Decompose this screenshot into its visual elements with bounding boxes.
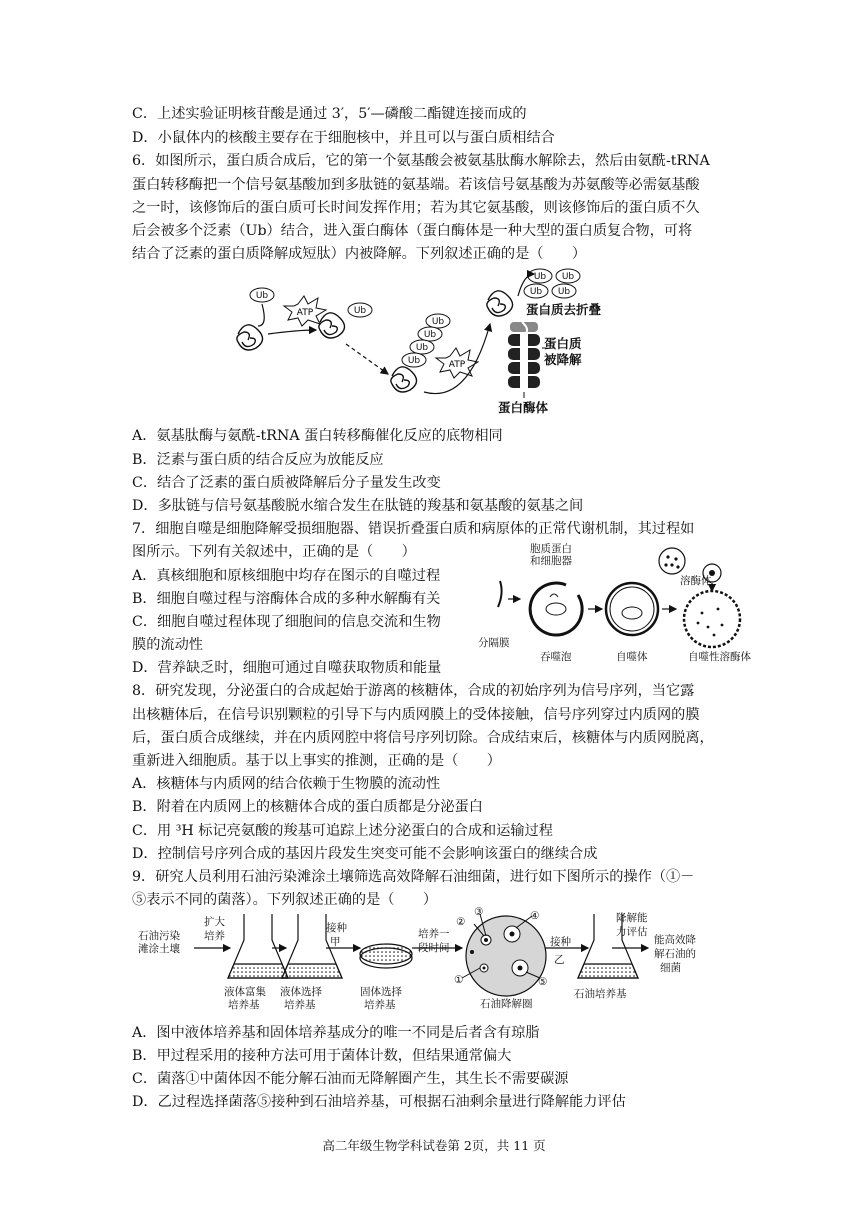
- degrade-label-1: 蛋白质: [544, 336, 582, 351]
- q8-stem-line-1: 8．研究发现，分泌蛋白的合成起始于游离的核糖体，合成的初始序列为信号序列，当它露: [132, 683, 695, 699]
- option-c-prev: C．上述实验证明核苷酸是通过 3′，5′—磷酸二酯键连接而成的: [132, 106, 527, 122]
- protein-blob-1: [237, 325, 263, 350]
- inoc-b-label-2: 乙: [554, 954, 565, 966]
- q6-option-d: D．多肽链与信号氨基酸脱水缩合发生在肽链的羧基和氨基酸的氨基之间: [132, 498, 584, 514]
- autophagosome-shape: [606, 583, 658, 635]
- page-footer: 高二年级生物学科试卷第 2页，共 11 页: [322, 1138, 546, 1153]
- zone-label: 石油降解圈: [480, 998, 533, 1010]
- misfold-label-1: 胞质蛋白: [530, 543, 572, 555]
- inoc-a-label-1: 接种: [326, 922, 347, 934]
- atp-label: ATP: [296, 308, 314, 318]
- q6-stem-line-5: 结合了泛素的蛋白质降解成短肽）内被降解。下列叙述正确的是（ ）: [132, 246, 587, 262]
- flask2-label-1: 液体选择: [280, 986, 322, 998]
- result-label-1: 能高效降: [654, 934, 696, 946]
- ub-label: Ub: [529, 287, 543, 297]
- q6-option-c: C．结合了泛素的蛋白质被降解后分子量发生改变: [132, 475, 441, 491]
- proteasome-label: 蛋白酶体: [498, 400, 549, 415]
- expand-label-2: 培养: [204, 930, 225, 942]
- q6-stem-line-3: 之一时，该修饰后的蛋白质可长时间发挥作用；若为其它氨基酸，则该修饰后的蛋白质不久: [132, 200, 700, 216]
- ub-label: Ub: [255, 291, 269, 301]
- autolysosome-label: 自噬性溶酶体: [688, 651, 751, 663]
- plate-label-1: 固体选择: [360, 986, 402, 998]
- q7-option-d: D．营养缺乏时，细胞可通过自噬获取物质和能量: [132, 660, 442, 676]
- ub-label: Ub: [561, 272, 575, 282]
- ub-label: Ub: [415, 343, 429, 353]
- q8-stem-line-4: 重新进入细胞质。基于以上事实的推测，正确的是（ ）: [132, 753, 501, 769]
- protein-blob-4: [487, 291, 513, 316]
- membrane-label: 分隔膜: [478, 637, 510, 649]
- q6-stem-line-1: 6．如图所示，蛋白质合成后，它的第一个氨基酸会被氨基肽酶水解除去，然后由氨酰-tRNA: [132, 153, 710, 169]
- ub-label: Ub: [407, 356, 421, 366]
- q6-stem-line-4: 后会被多个泛素（Ub）结合，进入蛋白酶体（蛋白酶体是一种大型的蛋白质复合物，可将: [132, 223, 693, 239]
- plate-label-2: 培养基: [364, 999, 396, 1011]
- q9-option-b: B．甲过程采用的接种方法可用于菌体计数，但结果通常偏大: [132, 1048, 512, 1064]
- lysosome-label: 溶酶体: [680, 575, 712, 587]
- q8-option-b: B．附着在内质网上的核糖体合成的蛋白质都是分泌蛋白: [132, 799, 483, 815]
- culture-label-2: 段时间: [418, 942, 450, 954]
- q8-option-a: A．核糖体与内质网的结合依赖于生物膜的流动性: [132, 776, 441, 792]
- degrade-label-2: 被降解: [544, 352, 582, 367]
- ub-label: Ub: [423, 330, 437, 340]
- q6-stem-line-2: 蛋白转移酶把一个信号氨基酸加到多肽链的氨基端。若该信号氨基酸为苏氨酸等必需氨基酸: [132, 177, 700, 193]
- membrane-arc: [498, 581, 502, 607]
- soil-label-2: 滩涂土壤: [138, 943, 180, 955]
- phagophore-label: 吞噬泡: [540, 651, 572, 663]
- lysosome-shape: [659, 548, 685, 574]
- protein-blob-3: [391, 367, 417, 392]
- q9-option-d: D．乙过程选择菌落⑤接种到石油培养基，可根据石油剩余量进行降解能力评估: [132, 1094, 626, 1110]
- q9-stem-line-2: ⑤表示不同的菌落）。下列叙述正确的是（ ）: [132, 892, 438, 908]
- flask1-label-1: 液体富集: [224, 986, 266, 998]
- phagophore-shape: [530, 583, 582, 635]
- q7-autophagy-figure: [476, 543, 758, 669]
- q8-stem-line-2: 出核糖体后，在信号识别颗粒的引导下与内质网膜上的受体接触，信号序列穿过内质网的膜: [132, 707, 700, 723]
- expand-label-1: 扩大: [204, 916, 225, 928]
- protein-blob-2: [319, 313, 345, 338]
- proteasome: [508, 310, 540, 388]
- flask2-label-2: 培养基: [284, 999, 316, 1011]
- culture-label-1: 培养一: [418, 928, 450, 940]
- ub-label: Ub: [533, 272, 547, 282]
- colony-1-label: ①: [454, 974, 464, 986]
- inoc-b-label-1: 接种: [550, 936, 571, 948]
- q6-ubiquitin-figure: [228, 264, 628, 422]
- colony-5-label: ⑤: [538, 976, 548, 988]
- q6-option-b: B．泛素与蛋白质的结合反应为放能反应: [132, 452, 384, 468]
- q9-option-a: A．图中液体培养基和固体培养基成分的唯一不同是后者含有琼脂: [132, 1025, 540, 1041]
- solid-selection-plate: [360, 944, 412, 968]
- soil-label-1: 石油污染: [138, 930, 180, 942]
- q7-option-a: A．真核细胞和原核细胞中均存在图示的自噬过程: [132, 568, 441, 584]
- q9-screening-figure: [136, 906, 736, 1024]
- q7-option-c-cont: 膜的流动性: [132, 637, 203, 653]
- ub-label: Ub: [353, 306, 367, 316]
- result-label-2: 解石油的: [654, 948, 696, 960]
- eval-label-1: 降解能: [616, 912, 648, 924]
- q8-option-d: D．控制信号序列合成的基因片段发生突变可能不会影响该蛋白的继续合成: [132, 846, 598, 862]
- q8-option-c: C．用 ³H 标记亮氨酸的羧基可追踪上述分泌蛋白的合成和运输过程: [132, 823, 553, 839]
- result-label-3: 细菌: [660, 962, 681, 974]
- atp-label: ATP: [448, 360, 466, 370]
- option-d-prev: D．小鼠体内的核酸主要存在于细胞核中，并且可以与蛋白质相结合: [132, 130, 555, 146]
- flask1-label-2: 培养基: [228, 999, 260, 1011]
- eval-label-2: 力评估: [616, 926, 648, 938]
- q7-stem-line-2: 图所示。下列有关叙述中，正确的是（ ）: [132, 544, 416, 560]
- autolysosome-shape: [684, 591, 740, 647]
- degradation-dish: [462, 914, 546, 996]
- ub-label: Ub: [557, 287, 571, 297]
- q7-option-b: B．细胞自噬过程与溶酶体合成的多种水解酶有关: [132, 591, 441, 607]
- q8-stem-line-3: 后，蛋白质合成继续，并在内质网腔中将信号序列切除。合成结束后，核糖体与内质网脱离，: [132, 730, 714, 746]
- q7-stem-line-1: 7．细胞自噬是细胞降解受损细胞器、错误折叠蛋白质和病原体的正常代谢机制，其过程如: [132, 521, 695, 537]
- ub-label: Ub: [431, 317, 445, 327]
- q7-option-c: C．细胞自噬过程体现了细胞间的信息交流和生物: [132, 614, 441, 630]
- oil-medium-label: 石油培养基: [574, 988, 627, 1000]
- unfold-label: 蛋白质去折叠: [526, 302, 602, 317]
- flask-enrichment: [228, 914, 288, 978]
- q9-stem-line-1: 9．研究人员利用石油污染滩涂土壤筛选高效降解石油细菌，进行如下图所示的操作（①－: [132, 869, 695, 885]
- misfold-label-2: 和细胞器: [530, 555, 572, 567]
- colony-3-label: ③: [474, 906, 484, 918]
- q9-option-c: C．菌落①中菌体因不能分解石油而无降解圈产生，其生长不需要碳源: [132, 1071, 569, 1087]
- autophagosome-label: 自噬体: [616, 651, 648, 663]
- colony-4-label: ④: [530, 910, 540, 922]
- colony-2-label: ②: [456, 916, 466, 928]
- q6-option-a: A．氨基肽酶与氨酰-tRNA 蛋白转移酶催化反应的底物相同: [132, 428, 503, 444]
- inoc-a-label-2: 甲: [330, 936, 341, 948]
